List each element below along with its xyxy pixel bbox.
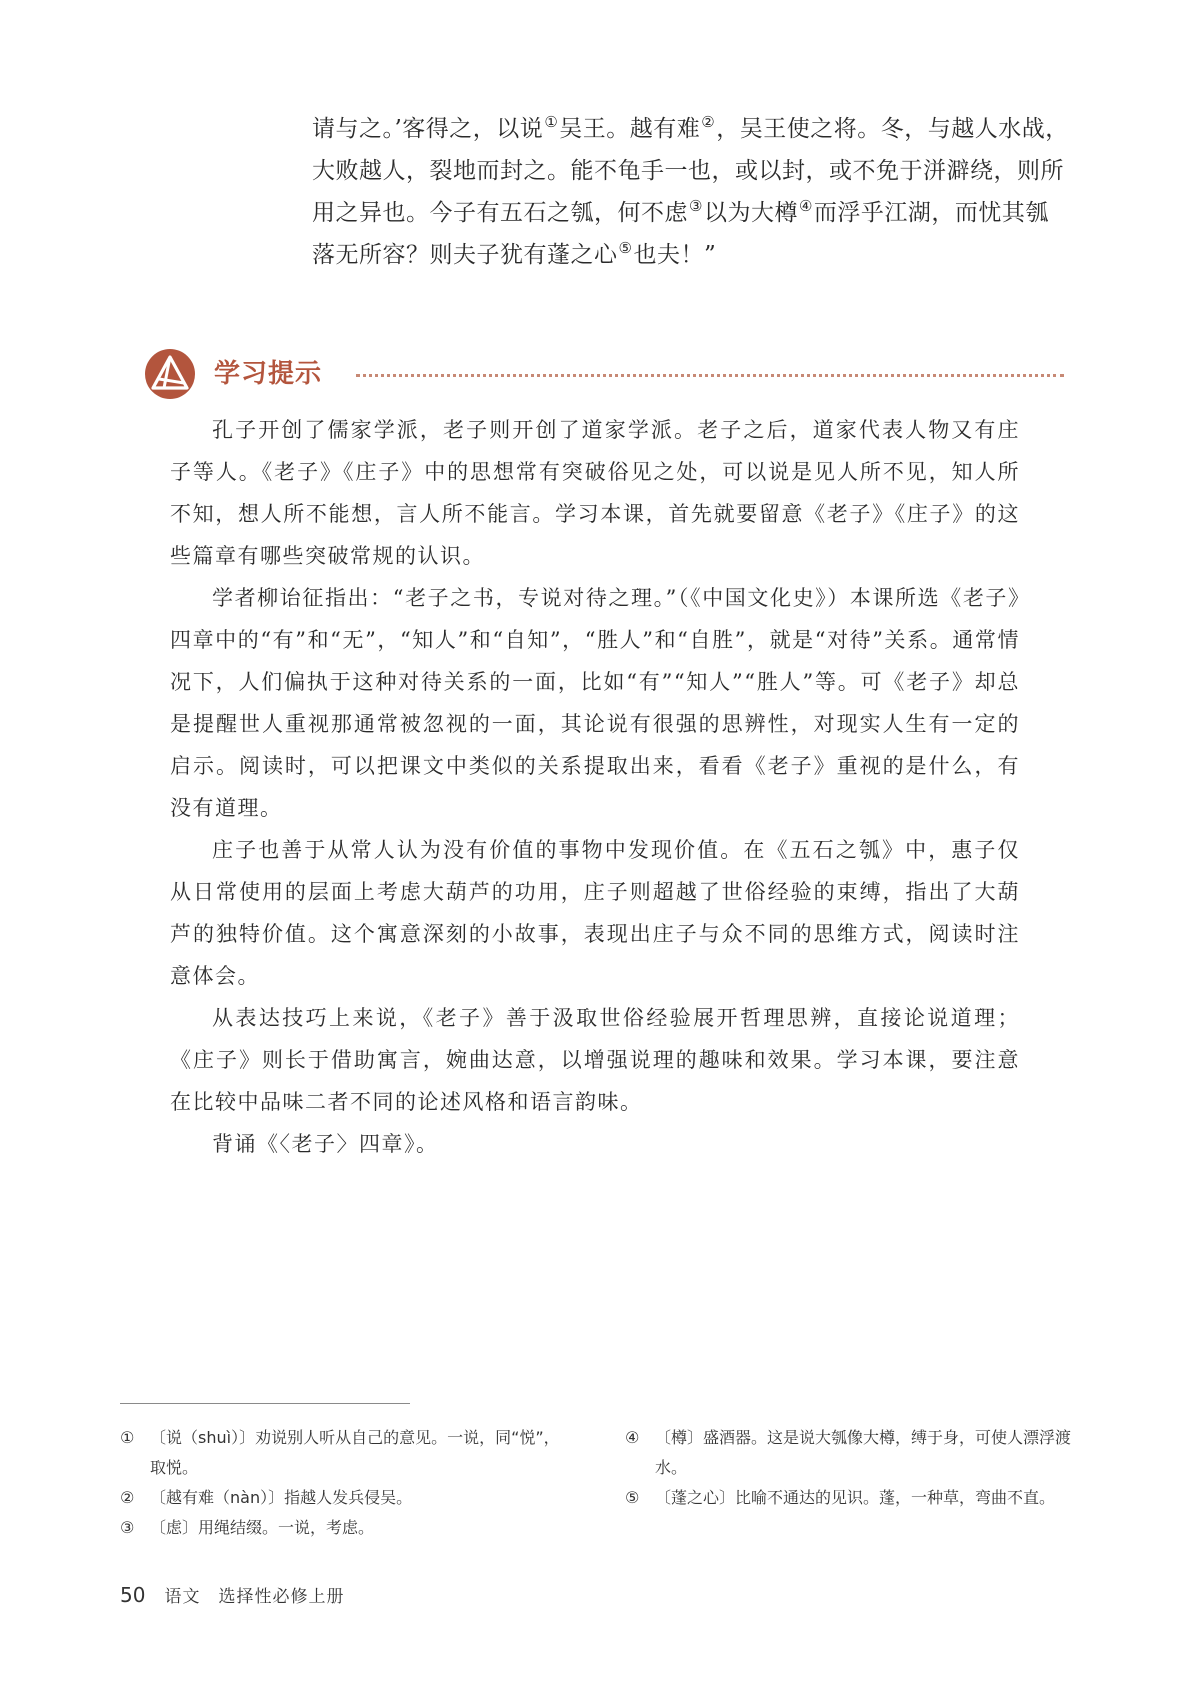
footnote-number: ③ xyxy=(120,1518,135,1537)
footnote-text: 〔越有难（nàn）〕指越人发兵侵吴。 xyxy=(150,1488,413,1507)
footnote-number: ② xyxy=(120,1488,135,1507)
tips-paragraph: 庄子也善于从常人认为没有价值的事物中发现价值。在《五石之瓠》中，惠子仅从日常使用的层面上考虑大葫芦的功用，庄子则超越了世俗经验的束缚，指出了大葫芦的独特价值。这个寓意深刻的小故事，表现出庄子与众不同的思维方式，阅读时注意体会。 xyxy=(170,838,1020,988)
tips-paragraph: 学者柳诒征指出：“老子之书，专说对待之理。”（《中国文化史》）本课所选《老子》四章中的“有”和“无”，“知人”和“自知”，“胜人”和“自胜”，就是“对待”关系。通常情况下，人们偏执于这种对待关系的一面，比如“有”“知人”“胜人”等。可《老子》却总是提醒世人重视那通常被忽视的一面，其论说有很强的思辨性，对现实人生有一定的启示。阅读时，可以把课文中类似的关系提取出来，看看《老子》重视的是什么，有没有道理。 xyxy=(170,586,1020,820)
tips-paragraph: 孔子开创了儒家学派，老子则开创了道家学派。老子之后，道家代表人物又有庄子等人。《老子》《庄子》中的思想常有突破俗见之处，可以说是见人所不见，知人所不知，想人所不能想，言人所不能言。学习本课，首先就要留意《老子》《庄子》的这些篇章有哪些突破常规的认识。 xyxy=(170,418,1020,568)
dotted-divider xyxy=(356,374,1064,377)
footnotes-left-column xyxy=(120,1423,560,1543)
passage-segment: 也夫！” xyxy=(633,242,717,268)
footnotes-right-column xyxy=(625,1423,1080,1513)
study-tips-title: 学习提示 xyxy=(214,359,323,389)
footnote-text: 〔樽〕盛酒器。这是说大瓠像大樽，缚于身，可使人漂浮渡水。 xyxy=(655,1428,1072,1477)
footnote-item xyxy=(625,1483,1080,1513)
passage-segment: 而浮乎江湖，而忧其瓠落无所容？则夫子犹有蓬之心 xyxy=(312,200,1049,268)
footnote-item xyxy=(120,1513,560,1543)
study-tips-body xyxy=(170,409,1020,1165)
study-tips-triangle-logo-icon xyxy=(144,348,196,400)
page-number: 50 xyxy=(120,1583,146,1607)
footnote-item xyxy=(120,1423,560,1483)
footnote-text: 〔蓬之心〕比喻不通达的见识。蓬，一种草，弯曲不直。 xyxy=(655,1488,1056,1507)
footnote-marker: ① xyxy=(544,113,559,131)
footnote-number: ⑤ xyxy=(625,1488,640,1507)
tips-paragraph: 背诵《〈老子〉四章》。 xyxy=(212,1132,439,1156)
footnote-number: ④ xyxy=(625,1428,640,1447)
passage-segment: 以为大樽 xyxy=(703,200,798,226)
footnote-item xyxy=(120,1483,560,1513)
classical-passage xyxy=(312,108,1072,276)
tips-paragraph: 从表达技巧上来说，《老子》善于汲取世俗经验展开哲理思辨，直接论说道理；《庄子》则长于借助寓言，婉曲达意，以增强说理的趣味和效果。学习本课，要注意在比较中品味二者不同的论述风格和语言韵味。 xyxy=(170,1006,1020,1114)
footnote-marker: ③ xyxy=(689,197,703,215)
book-title: 语文 选择性必修上册 xyxy=(164,1587,345,1607)
footnote-text: 〔虑〕用绳结缀。一说，考虑。 xyxy=(150,1518,375,1537)
passage-segment: 请与之。’客得之，以说 xyxy=(312,116,544,142)
passage-text xyxy=(312,108,1072,276)
passage-segment: 吴王。越有难 xyxy=(559,116,701,142)
passage-segment: ，吴王使之将。冬，与越人水战，大败越人，裂地而封之。能不龟手一也，或以封，或不免于洴澼绕，则所用之异也。今子有五石之瓠，何不虑 xyxy=(312,116,1069,226)
footnote-text: 〔说（shuì）〕劝说别人听从自己的意见。一说，同“悦”，取悦。 xyxy=(150,1428,560,1477)
footnote-marker: ⑤ xyxy=(618,239,633,257)
study-tips-header xyxy=(144,348,1064,400)
footnote-number: ① xyxy=(120,1428,135,1447)
footnote-item xyxy=(625,1423,1080,1483)
footnote-divider xyxy=(120,1403,410,1404)
footnote-marker: ② xyxy=(701,113,716,131)
page-footer xyxy=(120,1582,345,1607)
footnote-marker: ④ xyxy=(798,197,813,215)
